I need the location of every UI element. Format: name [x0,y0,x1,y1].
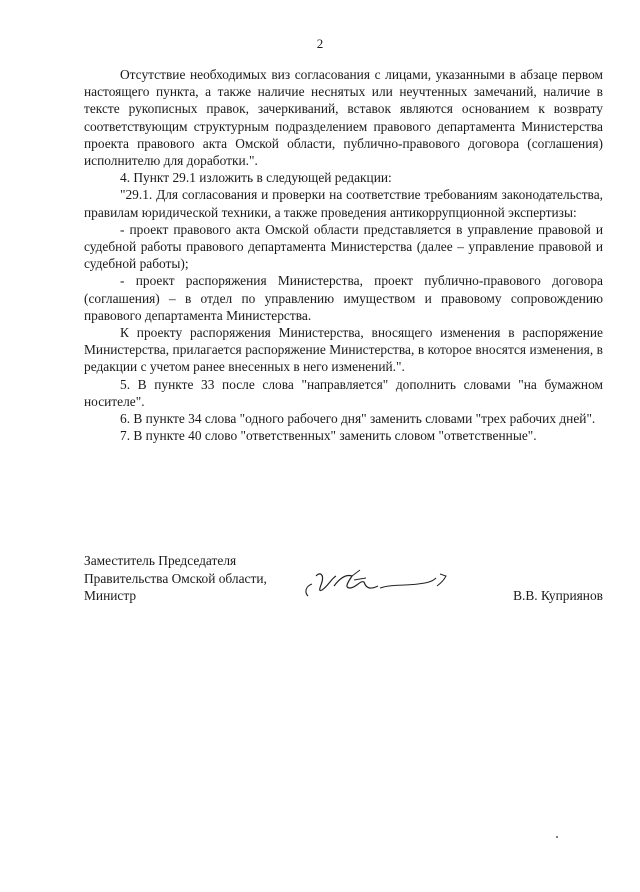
paragraph-visa-absence: Отсутствие необходимых виз согласования с лицами, указанными в абзаце первом настоящего пункта, а также наличие неснятых или неучтенных замечаний, наличие в тексте рукописных правок, зачеркиваний, вставок являются основанием к возврату соответствующим структурным подразделением правового департамента Министерства проекта правового акта Омской области, публично-правового договора (соглашения) исполнителю для доработки.". [84,67,603,169]
document-body [84,66,603,444]
signatory-name: В.В. Куприянов [513,588,603,603]
signatory-title-line-1: Заместитель Председателя [84,553,237,568]
paragraph-29-1: "29.1. Для согласования и проверки на соответствие требованиям законодательства, правилам юридической техники, а также проведения антикоррупционной экспертизы: [84,187,603,220]
page-number: 2 [316,36,324,51]
paragraph-item-4: 4. Пункт 29.1 изложить в следующей редакции: [120,170,392,186]
paragraph-item-5: 5. В пункте 33 после слова "направляется" дополнить словами "на бумажном носителе". [84,376,603,409]
signatory-title-line-2: Правительства Омской области, [84,570,267,586]
paragraph-item-7: 7. В пункте 40 слово "ответственных" заменить словом "ответственные". [120,428,537,444]
handwritten-signature [294,566,454,602]
paragraph-order-draft: - проект распоряжения Министерства, проект публично-правового договора (соглашения) – в отдел по управлению имуществом и правовому сопровождению правового департамента Министерства. [84,273,603,323]
paragraph-legal-act-draft: - проект правового акта Омской области представляется в управление правовой и судебной работы правового департамента Министерства (далее – управление правовой и судебной работы); [84,221,603,272]
paragraph-amendment-attachment: К проекту распоряжения Министерства, вносящего изменения в распоряжение Министерства, прилагается распоряжение Министерства, в которое вносятся изменения, в редакции с учетом ранее внесенных в него изменений.". [84,325,603,375]
signatory-title-line-3: Министр [84,588,137,603]
scan-artifact-dot [556,836,558,838]
signature-block [84,552,603,612]
paragraph-item-6: 6. В пункте 34 слова "одного рабочего дня" заменить словами "трех рабочих дней". [120,411,596,427]
